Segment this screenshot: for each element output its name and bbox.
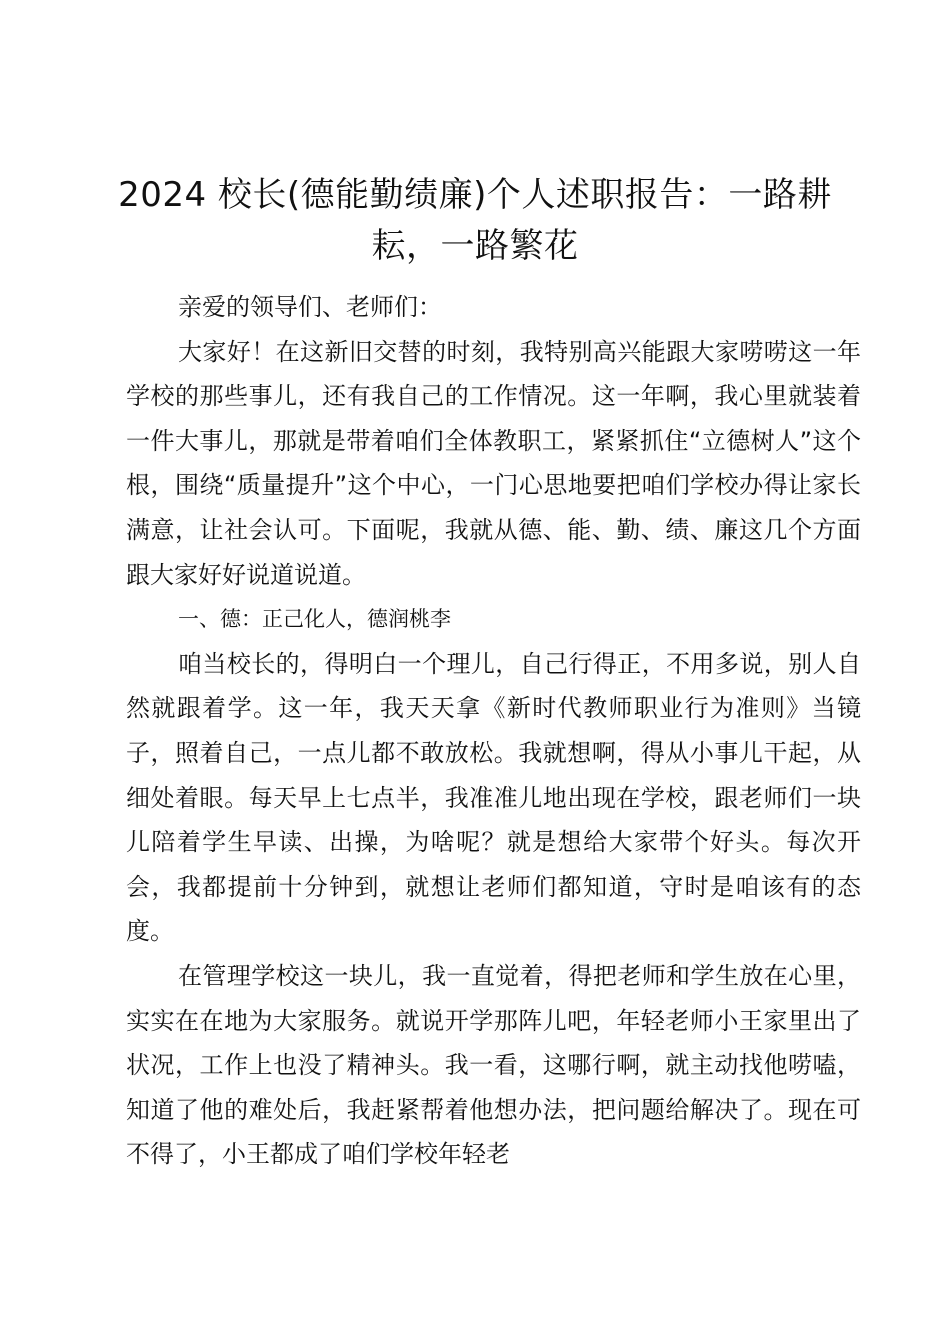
document-body: [126, 285, 861, 1177]
salutation: 亲爱的领导们、老师们：: [178, 293, 442, 321]
paragraph: 大家好！在这新旧交替的时刻，我特别高兴能跟大家唠唠这一年学校的那些事儿，还有我自己的工作情况。这一年啊，我心里就装着一件大事儿，那就是带着咱们全体教职工，紧紧抓住“立德树人”这个根，围绕“质量提升”这个中心，一门心思地要把咱们学校办得让家长满意，让社会认可。下面呢，我就从德、能、勤、绩、廉这几个方面跟大家好好说道说道。: [126, 337, 861, 589]
section-heading: 一、德：正己化人，德润桃李: [178, 607, 451, 632]
paragraph: 咱当校长的，得明白一个理儿，自己行得正，不用多说，别人自然就跟着学。这一年，我天天拿《新时代教师职业行为准则》当镜子，照着自己，一点儿都不敢放松。我就想啊，得从小事儿干起，从细处着眼。每天早上七点半，我准准儿地出现在学校，跟老师们一块儿陪着学生早读、出操，为啥呢？就是想给大家带个好头。每次开会，我都提前十分钟到，就想让老师们都知道，守时是咱该有的态度。: [126, 649, 861, 946]
paragraph: 在管理学校这一块儿，我一直觉着，得把老师和学生放在心里，实实在在地为大家服务。就说开学那阵儿吧，年轻老师小王家里出了状况，工作上也没了精神头。我一看，这哪行啊，就主动找他唠嗑，知道了他的难处后，我赶紧帮着他想办法，把问题给解决了。现在可不得了，小王都成了咱们学校年轻老: [126, 961, 861, 1169]
document-title: 2024 校长(德能勤绩廉)个人述职报告：一路耕耘，一路繁花: [118, 175, 832, 266]
